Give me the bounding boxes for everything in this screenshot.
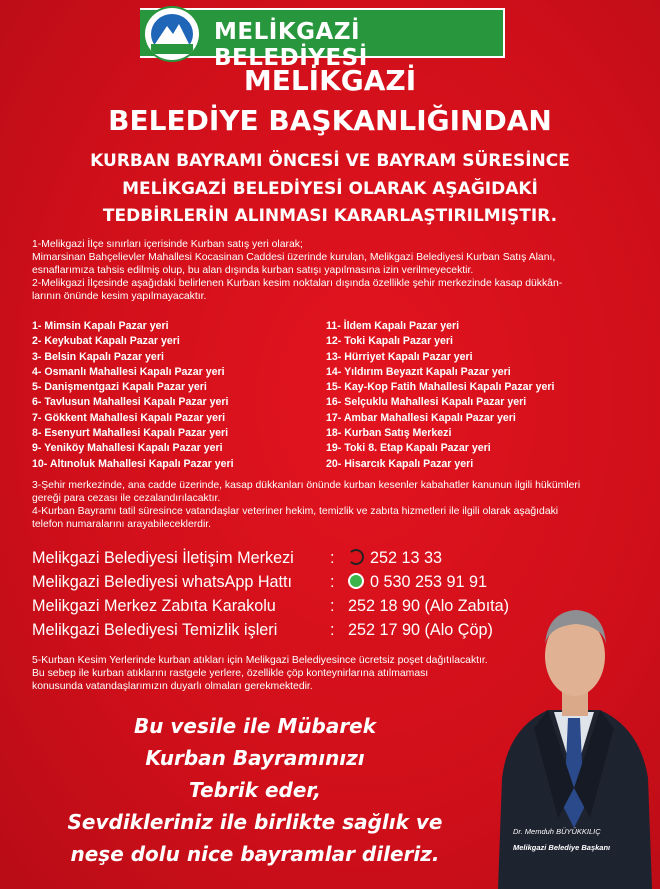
paragraph-2-line: larının önünde kesim yapılmayacaktır.: [32, 291, 207, 302]
greeting-line: Bu vesile ile Mübarek: [133, 714, 377, 738]
contact-row: [32, 570, 512, 594]
contact-value[interactable]: 252 17 90 (Alo Çöp): [348, 621, 493, 639]
list-item: 2- Keykubat Kapalı Pazar yeri: [32, 335, 180, 348]
contact-name: Melikgazi Belediyesi whatsApp Hattı: [32, 573, 293, 591]
mayor-name: Dr. Memduh BÜYÜKKILIÇ: [513, 827, 601, 836]
paragraph-1-line: 1-Melikgazi İlçe sınırları içerisinde Kurban satış yeri olarak;: [32, 239, 303, 250]
contact-value[interactable]: 252 18 90 (Alo Zabıta): [348, 597, 510, 615]
paragraph-1-line: esnaflarımıza tahsis edilmiş olup, bu alan dışında kurban satışı yapılmasına izin verilmeyecektir.: [32, 265, 474, 276]
locations-list-right: [326, 319, 626, 472]
page-title-line1: MELİKGAZİ: [243, 64, 417, 97]
list-item: 7- Gökkent Mahallesi Kapalı Pazar yeri: [32, 411, 226, 424]
list-item: 16- Selçuklu Mahallesi Kapalı Pazar yeri: [326, 396, 527, 409]
list-item: 14- Yıldırım Beyazıt Kapalı Pazar yeri: [326, 365, 511, 378]
list-item: 1- Mimsin Kapalı Pazar yeri: [32, 320, 169, 332]
subtitle-line3: TEDBİRLERİN ALINMASI KARARLAŞTIRILMIŞTIR.: [102, 206, 558, 226]
paragraph-1-line: Mimarsinan Bahçelievler Mahallesi Kocasinan Caddesi üzerinde kurulan, Melikgazi Belediyesi Kurban Satış Alanı,: [32, 252, 556, 263]
paragraph-3-line: gereği para cezası ile cezalandırılacaktır.: [32, 493, 221, 504]
banner-title: MELİKGAZİ BELEDİYESİ: [214, 19, 368, 71]
paragraph-4-line: telefon numaralarını arayabileceklerdir.: [32, 519, 212, 530]
contact-name: Melikgazi Merkez Zabıta Karakolu: [32, 597, 276, 615]
logo-emblem: [151, 14, 193, 54]
holiday-greeting: [30, 710, 480, 870]
subtitle-line1: KURBAN BAYRAMI ÖNCESİ VE BAYRAM SÜRESİNCE: [90, 151, 570, 171]
contact-name: Melikgazi Belediyesi İletişim Merkezi: [32, 549, 294, 567]
list-item: 17- Ambar Mahallesi Kapalı Pazar yeri: [326, 411, 516, 424]
list-item: 13- Hürriyet Kapalı Pazar yeri: [326, 350, 473, 363]
paragraph-5-line: Bu sebep ile kurban atıklarını rastgele yerlere, özellikle çöp konteynirlarına atılmaması: [32, 668, 429, 679]
greeting-line: Sevdikleriniz ile birlikte sağlık ve: [67, 810, 443, 834]
paragraph-5-line: konusunda vatandaşlarımızın duyarlı olmaları gerekmektedir.: [32, 681, 313, 692]
list-item: 3- Belsin Kapalı Pazar yeri: [32, 350, 164, 363]
contact-separator: :: [330, 573, 335, 591]
contact-name: Melikgazi Belediyesi Temizlik işleri: [32, 621, 278, 639]
list-item: 10- Altınoluk Mahallesi Kapalı Pazar yeri: [32, 457, 234, 470]
list-item: 11- İldem Kapalı Pazar yeri: [326, 320, 460, 332]
locations-list-left: [32, 319, 322, 472]
contact-list: [32, 546, 512, 642]
mountain-icon: [151, 14, 193, 54]
list-item: 18- Kurban Satış Merkezi: [326, 427, 452, 440]
list-item: 15- Kay-Kop Fatih Mahallesi Kapalı Pazar yeri: [326, 381, 555, 394]
paragraph-3-line: 3-Şehir merkezinde, ana cadde üzerinde, kasap dükkanları önünde kurban kesenler kabahatler kanunun ilgili hükümleri: [32, 480, 581, 491]
list-item: 6- Tavlusun Mahallesi Kapalı Pazar yeri: [32, 396, 229, 409]
contact-row: [32, 618, 512, 642]
list-item: 12- Toki Kapalı Pazar yeri: [326, 335, 453, 348]
paragraph-2-line: 2-Melikgazi İlçesinde aşağıdaki belirlenen Kurban kesim noktaları dışında özellikle şehir merkezinde kasap dükkân-: [32, 278, 563, 289]
intro-paragraphs: [32, 238, 632, 303]
greeting-line: Tebrik eder,: [189, 778, 321, 802]
contact-separator: :: [330, 597, 335, 615]
phone-number: 252 13 33: [370, 549, 443, 567]
phone-icon: [348, 549, 364, 565]
paragraph-5-line: 5-Kurban Kesim Yerlerinde kurban atıkları için Melikgazi Belediyesince ücretsiz poşet dağıtılacaktır.: [32, 655, 488, 666]
waste-notice: [32, 654, 512, 693]
list-item: 19- Toki 8. Etap Kapalı Pazar yeri: [326, 442, 491, 455]
greeting-line: Kurban Bayramınızı: [145, 746, 365, 770]
whatsapp-icon: [348, 573, 364, 589]
contact-row: [32, 546, 512, 570]
list-item: 9- Yeniköy Mahallesi Kapalı Pazar yeri: [32, 442, 223, 455]
contact-separator: :: [330, 621, 335, 639]
paragraph-4-line: 4-Kurban Bayramı tatil süresince vatandaşlar veteriner hekim, temizlik ve zabıta hizmetleri ile ilgili olarak aşağıdaki: [32, 506, 559, 517]
mayor-title: Melikgazi Belediye Başkanı: [513, 843, 611, 852]
contact-value[interactable]: [348, 546, 442, 570]
list-item: 8- Esenyurt Mahallesi Kapalı Pazar yeri: [32, 427, 229, 440]
list-item: 4- Osmanlı Mahallesi Kapalı Pazar yeri: [32, 365, 225, 378]
list-item: 20- Hisarcık Kapalı Pazar yeri: [326, 457, 474, 470]
municipality-logo: [143, 6, 201, 62]
contact-value[interactable]: [348, 570, 487, 594]
greeting-line: neşe dolu nice bayramlar dileriz.: [70, 842, 440, 866]
notice-paragraphs: [32, 479, 632, 531]
contact-separator: :: [330, 549, 335, 567]
list-item: 5- Danişmentgazi Kapalı Pazar yeri: [32, 381, 207, 394]
subtitle-line2: MELİKGAZİ BELEDİYESİ OLARAK AŞAĞIDAKİ: [122, 179, 538, 199]
page-title-line2: BELEDİYE BAŞKANLIĞINDAN: [108, 104, 552, 137]
phone-number: 0 530 253 91 91: [370, 573, 488, 591]
contact-row: [32, 594, 512, 618]
